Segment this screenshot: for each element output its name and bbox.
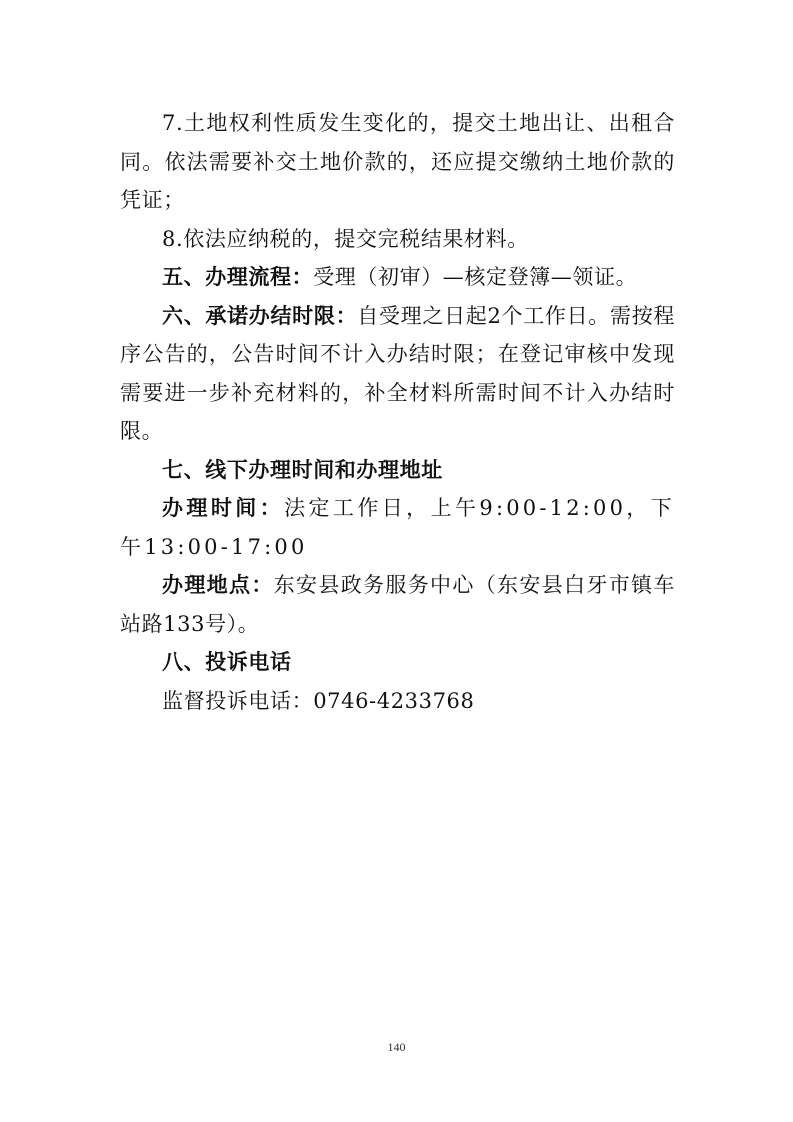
office-address-label: 办理地点：: [162, 573, 274, 597]
document-body: [120, 104, 675, 720]
office-address-text: 东安县政务服务中心（东安县白牙市镇车站路133号）。: [120, 573, 675, 636]
section-6-heading: 六、承诺办结时限：: [162, 303, 358, 328]
section-7-heading: 七、线下办理时间和办理地址: [162, 457, 443, 482]
item-7-paragraph: 7.土地权利性质发生变化的，提交土地出让、出租合同。依法需要补交土地价款的，还应提交缴纳土地价款的凭证；: [120, 111, 675, 212]
item-8-paragraph: 8.依法应纳税的，提交完税结果材料。: [162, 226, 529, 251]
office-address-paragraph: [120, 566, 675, 643]
office-hours-label: 办理时间：: [162, 496, 285, 520]
complaint-phone-paragraph: 监督投诉电话：0746-4233768: [162, 688, 475, 713]
page-number: 140: [387, 1040, 406, 1054]
section-5-paragraph: [120, 258, 675, 297]
office-hours-text: 法定工作日，上午9:00-12:00，下午13:00-17:00: [120, 496, 675, 559]
section-8-heading: 八、投诉电话: [162, 650, 292, 674]
section-5-text: 受理（初审）—核定登簿—领证。: [313, 265, 638, 289]
section-5-heading: 五、办理流程：: [162, 265, 314, 289]
section-6-paragraph: [120, 297, 675, 451]
section-6-text: 自受理之日起2个工作日。需按程序公告的，公告时间不计入办结时限；在登记审核中发现需要进一步补充材料的，补全材料所需时间不计入办结时限。: [120, 303, 675, 443]
office-hours-paragraph: [120, 489, 675, 566]
